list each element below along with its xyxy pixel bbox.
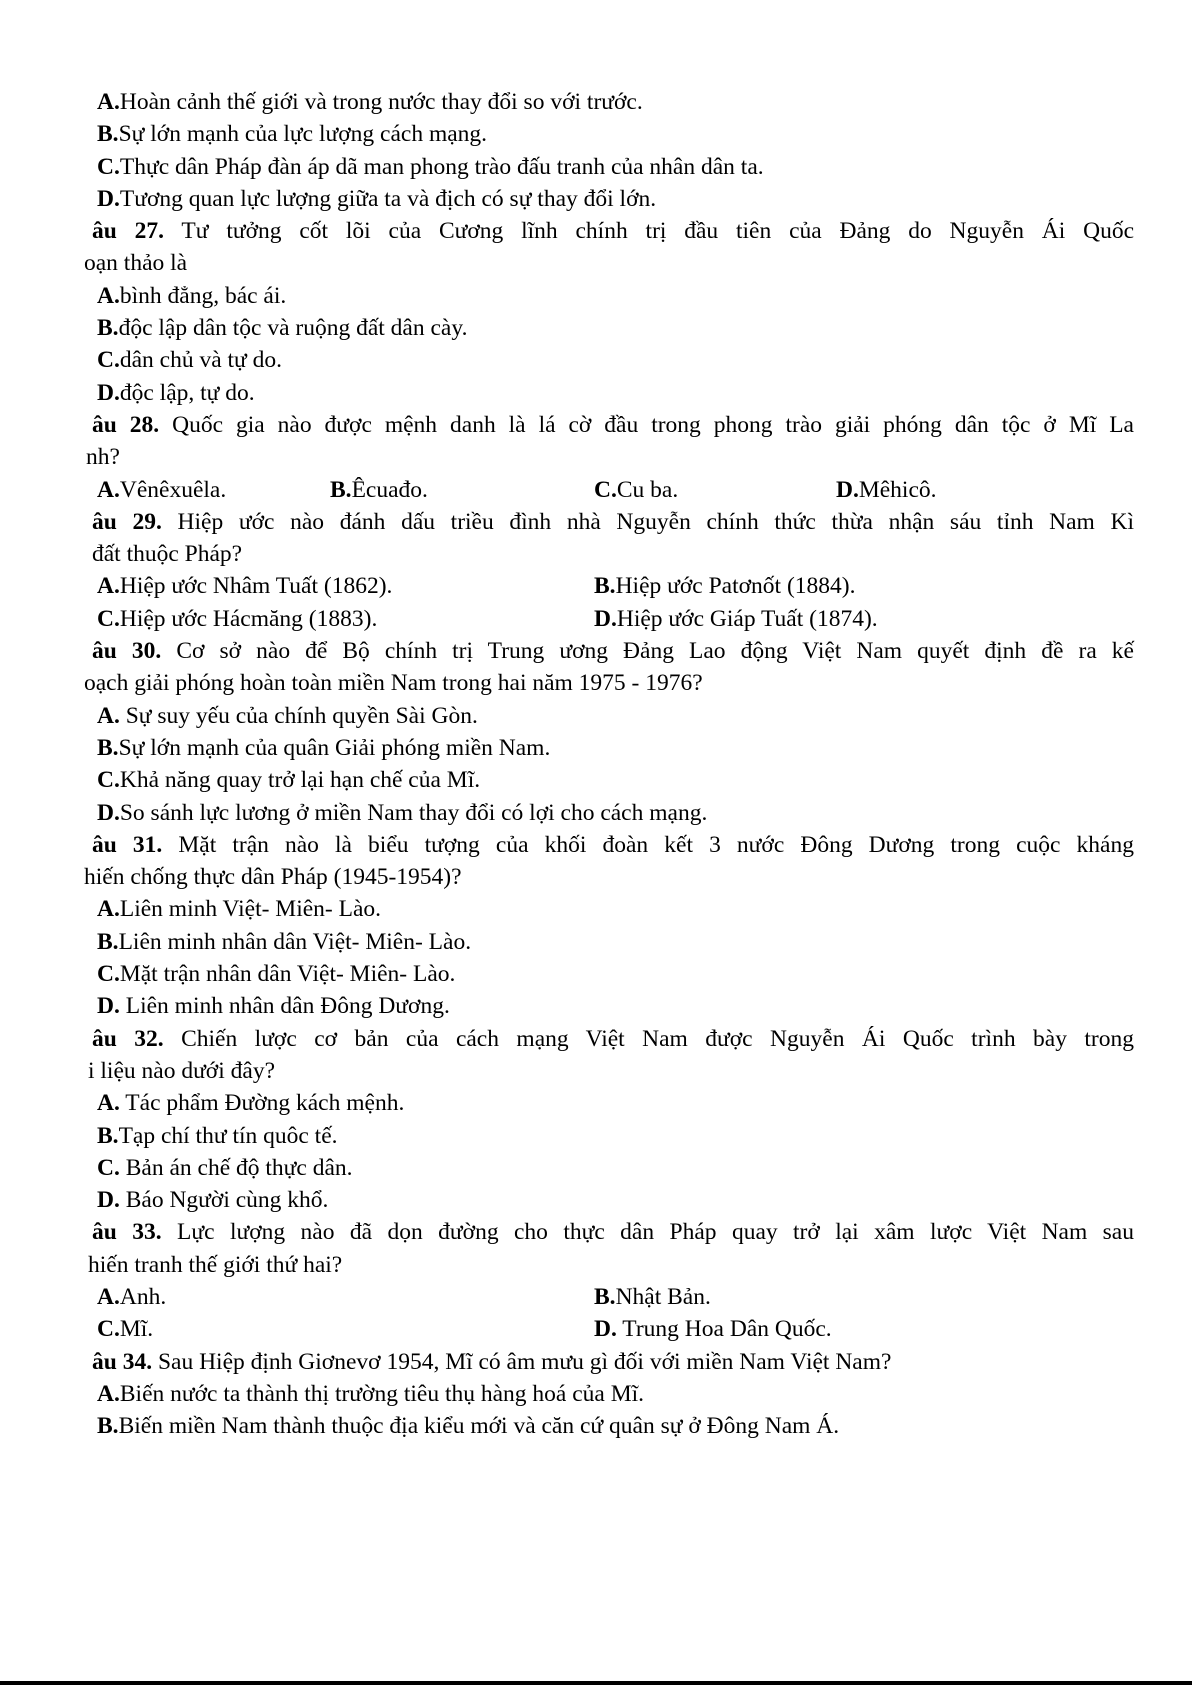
answer-option[interactable]: C.Cu ba. bbox=[594, 476, 679, 503]
answer-option[interactable]: D.Tương quan lực lượng giữa ta và địch có sự thay đổi lớn. bbox=[97, 185, 657, 212]
answer-option[interactable]: D. Liên minh nhân dân Đông Dương. bbox=[97, 993, 450, 1020]
question-31-cont: hiến chống thực dân Pháp (1945-1954)? bbox=[84, 864, 462, 891]
question-33: âu 33. Lực lượng nào đã dọn đường cho thực dân Pháp quay trở lại xâm lược Việt Nam sau bbox=[92, 1219, 1134, 1246]
answer-option[interactable]: C.Mĩ. bbox=[97, 1316, 154, 1343]
answer-option[interactable]: B.Sự lớn mạnh của lực lượng cách mạng. bbox=[97, 121, 488, 148]
answer-row bbox=[0, 603, 1192, 635]
answer-option[interactable]: B.Nhật Bản. bbox=[594, 1283, 711, 1310]
question-31: âu 31. Mặt trận nào là biểu tượng của khối đoàn kết 3 nước Đông Dương trong cuộc kháng bbox=[92, 831, 1134, 858]
exam-page bbox=[0, 86, 1192, 1442]
answer-option[interactable]: A. Tác phẩm Đường kách mệnh. bbox=[97, 1090, 405, 1117]
question-33-cont: hiến tranh thế giới thứ hai? bbox=[88, 1251, 343, 1278]
answer-row bbox=[0, 1313, 1192, 1345]
answer-row bbox=[0, 570, 1192, 602]
question-29-cont: đất thuộc Pháp? bbox=[92, 541, 243, 568]
question-29: âu 29. Hiệp ước nào đánh dấu triều đình nhà Nguyễn chính thức thừa nhận sáu tỉnh Nam Kì bbox=[92, 508, 1134, 535]
answer-row bbox=[0, 1281, 1192, 1313]
answer-option[interactable]: D.So sánh lực lương ở miền Nam thay đổi có lợi cho cách mạng. bbox=[97, 799, 708, 826]
answer-option[interactable]: A.Biến nước ta thành thị trường tiêu thụ hàng hoá của Mĩ. bbox=[97, 1380, 644, 1407]
answer-option[interactable]: A.Hoàn cảnh thế giới và trong nước thay đổi so với trước. bbox=[97, 89, 643, 115]
answer-option[interactable]: A.bình đẳng, bác ái. bbox=[97, 282, 287, 309]
answer-option[interactable]: A.Liên minh Việt- Miên- Lào. bbox=[97, 896, 382, 923]
question-34: âu 34. Sau Hiệp định Giơnevơ 1954, Mĩ có âm mưu gì đối với miền Nam Việt Nam? bbox=[92, 1348, 892, 1375]
answer-option[interactable]: D.Hiệp ước Giáp Tuất (1874). bbox=[594, 605, 878, 632]
answer-option[interactable]: B.Biến miền Nam thành thuộc địa kiểu mới và căn cứ quân sự ở Đông Nam Á. bbox=[97, 1413, 840, 1440]
question-30: âu 30. Cơ sở nào để Bộ chính trị Trung ương Đảng Lao động Việt Nam quyết định đề ra kế bbox=[92, 638, 1134, 665]
answer-option[interactable]: B.độc lập dân tộc và ruộng đất dân cày. bbox=[97, 315, 468, 342]
answer-option[interactable]: B.Hiệp ước Patơnốt (1884). bbox=[594, 573, 856, 600]
question-27-cont: oạn thảo là bbox=[84, 250, 188, 277]
answer-option[interactable]: A.Hiệp ước Nhâm Tuất (1862). bbox=[97, 573, 393, 600]
question-28-cont: nh? bbox=[86, 444, 120, 471]
question-27: âu 27. Tư tưởng cốt lõi của Cương lĩnh chính trị đầu tiên của Đảng do Nguyễn Ái Quốc bbox=[92, 218, 1134, 245]
answer-option[interactable]: C.Thực dân Pháp đàn áp dã man phong trào đấu tranh của nhân dân ta. bbox=[97, 153, 764, 180]
answer-option[interactable]: C.Hiệp ước Hácmăng (1883). bbox=[97, 605, 378, 632]
answer-option[interactable]: B.Êcuađo. bbox=[330, 476, 428, 503]
question-30-cont: oạch giải phóng hoàn toàn miền Nam trong hai năm 1975 - 1976? bbox=[84, 670, 703, 697]
question-32: âu 32. Chiến lược cơ bản của cách mạng Việt Nam được Nguyễn Ái Quốc trình bày trong bbox=[92, 1025, 1134, 1052]
page-bottom-rule bbox=[0, 1681, 1192, 1685]
question-28: âu 28. Quốc gia nào được mệnh danh là lá cờ đầu trong phong trào giải phóng dân tộc ở Mĩ La bbox=[92, 411, 1134, 438]
answer-option[interactable]: A.Vênêxuêla. bbox=[97, 476, 227, 503]
answer-option[interactable]: D.Mêhicô. bbox=[836, 476, 937, 503]
answer-option[interactable]: B.Sự lớn mạnh của quân Giải phóng miền Nam. bbox=[97, 734, 551, 761]
answer-option[interactable]: D.độc lập, tự do. bbox=[97, 379, 255, 406]
answer-option[interactable]: B.Tạp chí thư tín quôc tế. bbox=[97, 1122, 338, 1149]
answer-option[interactable]: D. Báo Người cùng khổ. bbox=[97, 1187, 329, 1214]
answer-option[interactable]: A.Anh. bbox=[97, 1283, 167, 1310]
answer-option[interactable]: C.dân chủ và tự do. bbox=[97, 347, 283, 374]
answer-option[interactable]: C.Khả năng quay trở lại hạn chế của Mĩ. bbox=[97, 767, 481, 794]
answer-option[interactable]: C.Mặt trận nhân dân Việt- Miên- Lào. bbox=[97, 961, 456, 988]
answer-row bbox=[0, 474, 1192, 506]
question-32-cont: i liệu nào dưới đây? bbox=[88, 1057, 276, 1084]
answer-option[interactable]: B.Liên minh nhân dân Việt- Miên- Lào. bbox=[97, 928, 472, 955]
answer-option[interactable]: D. Trung Hoa Dân Quốc. bbox=[594, 1316, 832, 1343]
answer-option[interactable]: C. Bản án chế độ thực dân. bbox=[97, 1154, 353, 1181]
answer-option[interactable]: A. Sự suy yếu của chính quyền Sài Gòn. bbox=[97, 702, 478, 729]
